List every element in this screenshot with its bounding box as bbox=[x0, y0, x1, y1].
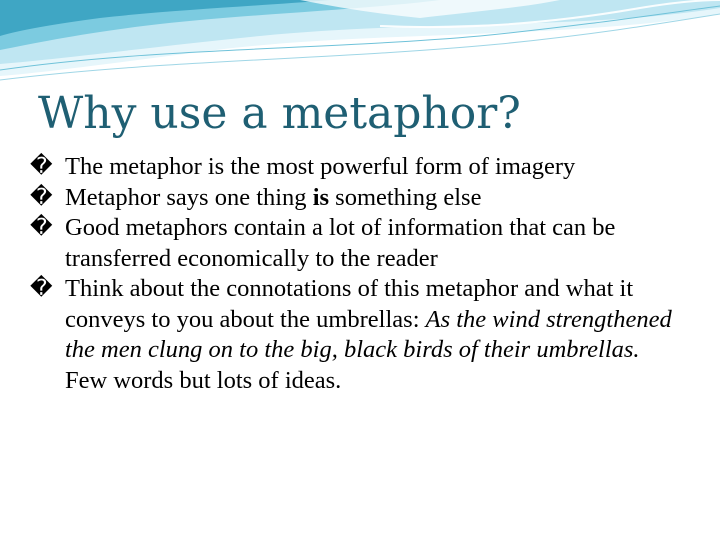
metaphor-quote: As the wind strengthened the men clung on to the big, black birds of their umbrellas. bbox=[65, 305, 672, 363]
bullet-text: Think about the connotations of this metaphor and what it conveys to you about the umbrellas: bbox=[65, 275, 634, 333]
header-wave-decoration bbox=[0, 0, 720, 90]
bullet-text: Metaphor says one thing bbox=[65, 183, 313, 211]
bullet-item bbox=[30, 274, 690, 396]
bullet-text: The metaphor is the most powerful form of imagery bbox=[65, 153, 576, 180]
bullet-marker-icon: � bbox=[30, 154, 53, 179]
bullet-emphasis: is bbox=[312, 183, 330, 211]
bullet-item bbox=[30, 213, 690, 274]
bullet-marker-icon: � bbox=[30, 184, 53, 210]
bullet-text: Good metaphors contain a lot of information that can be transferred economically to the reader bbox=[65, 214, 616, 272]
bullet-text-end: Few words but lots of ideas. bbox=[65, 336, 652, 394]
slide-title: Why use a metaphor? bbox=[38, 88, 521, 139]
bullet-item bbox=[30, 152, 690, 183]
bullet-item bbox=[30, 183, 690, 214]
bullet-list bbox=[30, 152, 690, 396]
bullet-marker-icon: � bbox=[30, 276, 53, 301]
bullet-text-end: something else bbox=[329, 183, 482, 211]
bullet-marker-icon: � bbox=[30, 215, 53, 240]
